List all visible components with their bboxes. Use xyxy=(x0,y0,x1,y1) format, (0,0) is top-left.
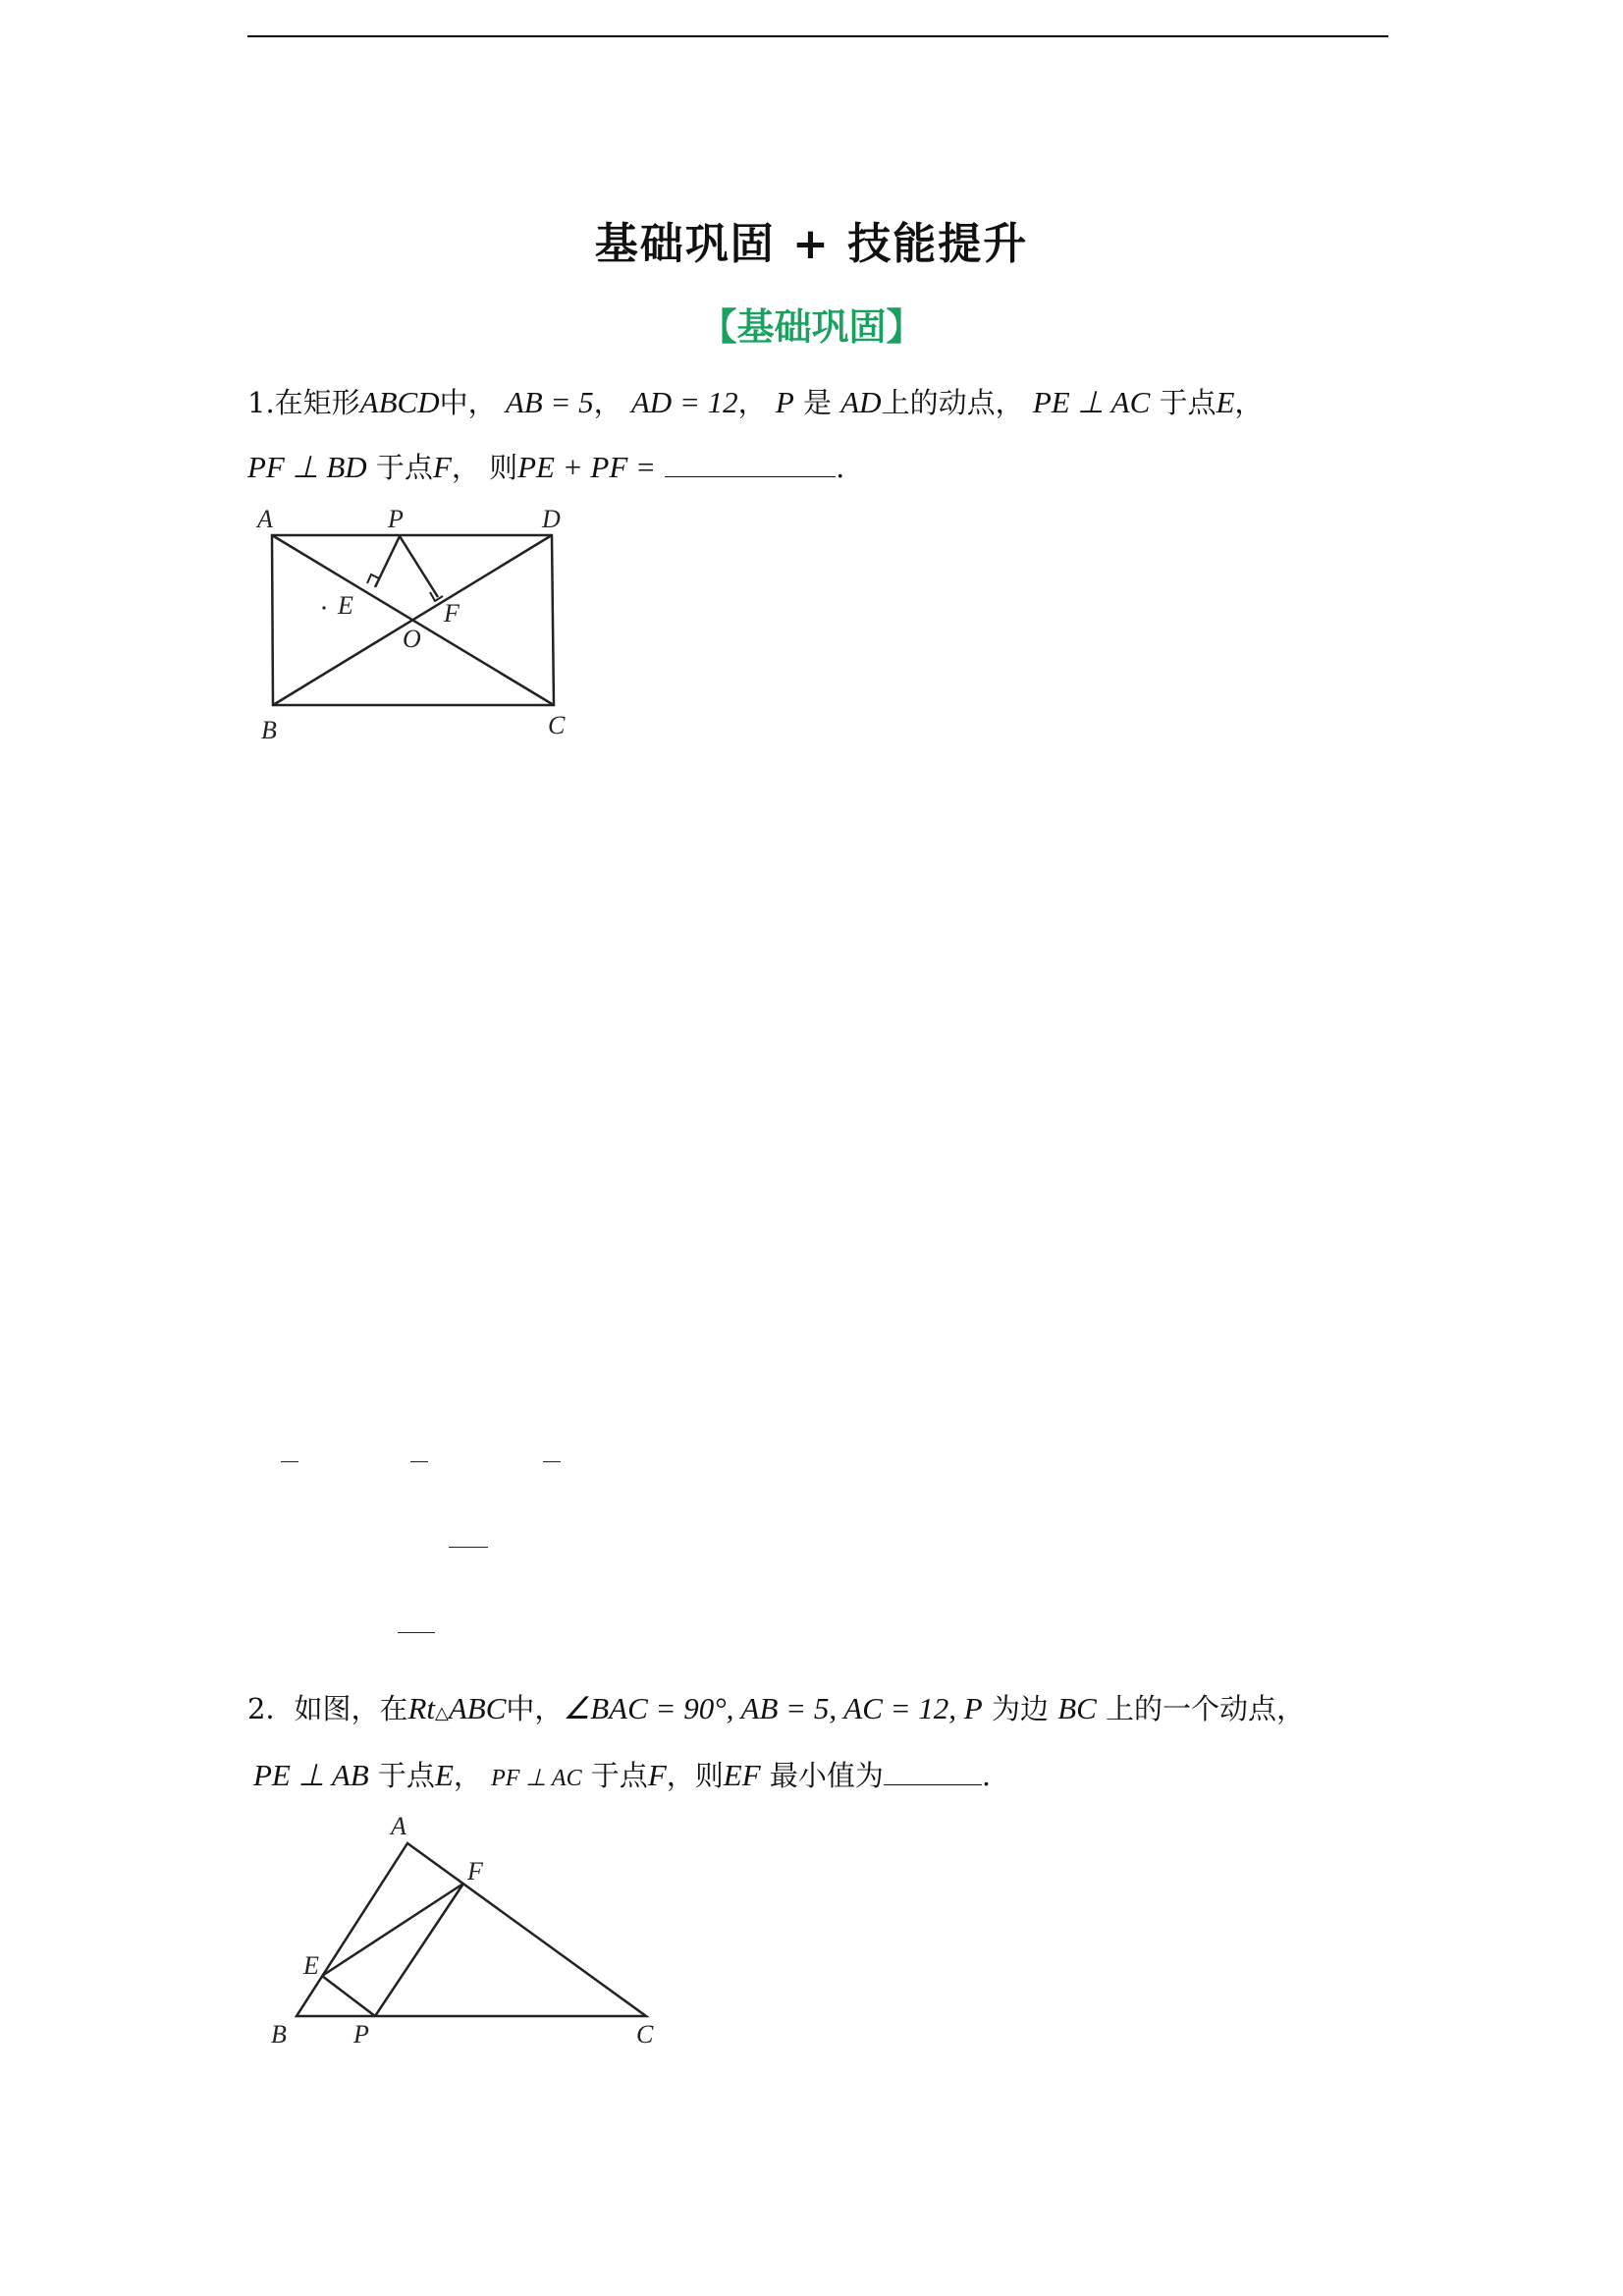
stray-dot xyxy=(322,606,325,609)
label-c: C xyxy=(548,711,566,739)
q2-line-2: PE ⊥ AB 于点E， PF ⊥ AC 于点F，则EF 最小值为 . xyxy=(253,1758,992,1792)
label-b: B xyxy=(271,2020,287,2048)
label-b: B xyxy=(261,716,277,744)
q2-line-1: 2．如图，在Rt△ABC中，∠BAC = 90°, AB = 5, AC = 12, P 为边 BC 上的一个动点， xyxy=(247,1691,1306,1725)
segment-pf xyxy=(400,536,438,597)
q1-line-1: 1.在矩形ABCD中， AB = 5， AD = 12， P 是 AD上的动点， PE ⊥ AC 于点E， xyxy=(247,385,1264,419)
q1-line-2: PF ⊥ BD 于点F， 则PE + PF = . xyxy=(247,450,845,484)
label-c: C xyxy=(636,2020,654,2048)
stray-mark xyxy=(281,1461,298,1462)
label-a: A xyxy=(391,1812,406,1840)
q2-answer-blank[interactable] xyxy=(884,1783,982,1785)
stray-mark xyxy=(398,1632,435,1633)
q1-rectangle-figure xyxy=(247,496,581,751)
section-heading: 【基础巩固】 xyxy=(699,305,924,349)
q2-triangle-figure xyxy=(257,1807,670,2048)
label-f: F xyxy=(444,599,460,628)
page-title: 基础巩固 + 技能提升 xyxy=(594,219,1029,269)
segment-pf xyxy=(375,1884,463,2016)
segment-ef xyxy=(322,1884,463,1976)
label-p: P xyxy=(388,505,404,533)
label-d: D xyxy=(542,505,561,533)
segment-pe xyxy=(375,536,400,587)
stray-mark xyxy=(449,1547,488,1548)
label-o: O xyxy=(403,625,421,653)
segment-pe xyxy=(322,1976,375,2016)
header-rule xyxy=(247,35,1388,37)
label-f: F xyxy=(467,1857,483,1886)
label-e: E xyxy=(303,1951,319,1980)
label-a: A xyxy=(257,505,273,533)
stray-mark xyxy=(543,1461,561,1462)
stray-mark xyxy=(410,1461,428,1462)
label-p: P xyxy=(353,2020,369,2048)
q1-answer-blank[interactable] xyxy=(665,475,836,477)
label-e: E xyxy=(338,591,353,620)
